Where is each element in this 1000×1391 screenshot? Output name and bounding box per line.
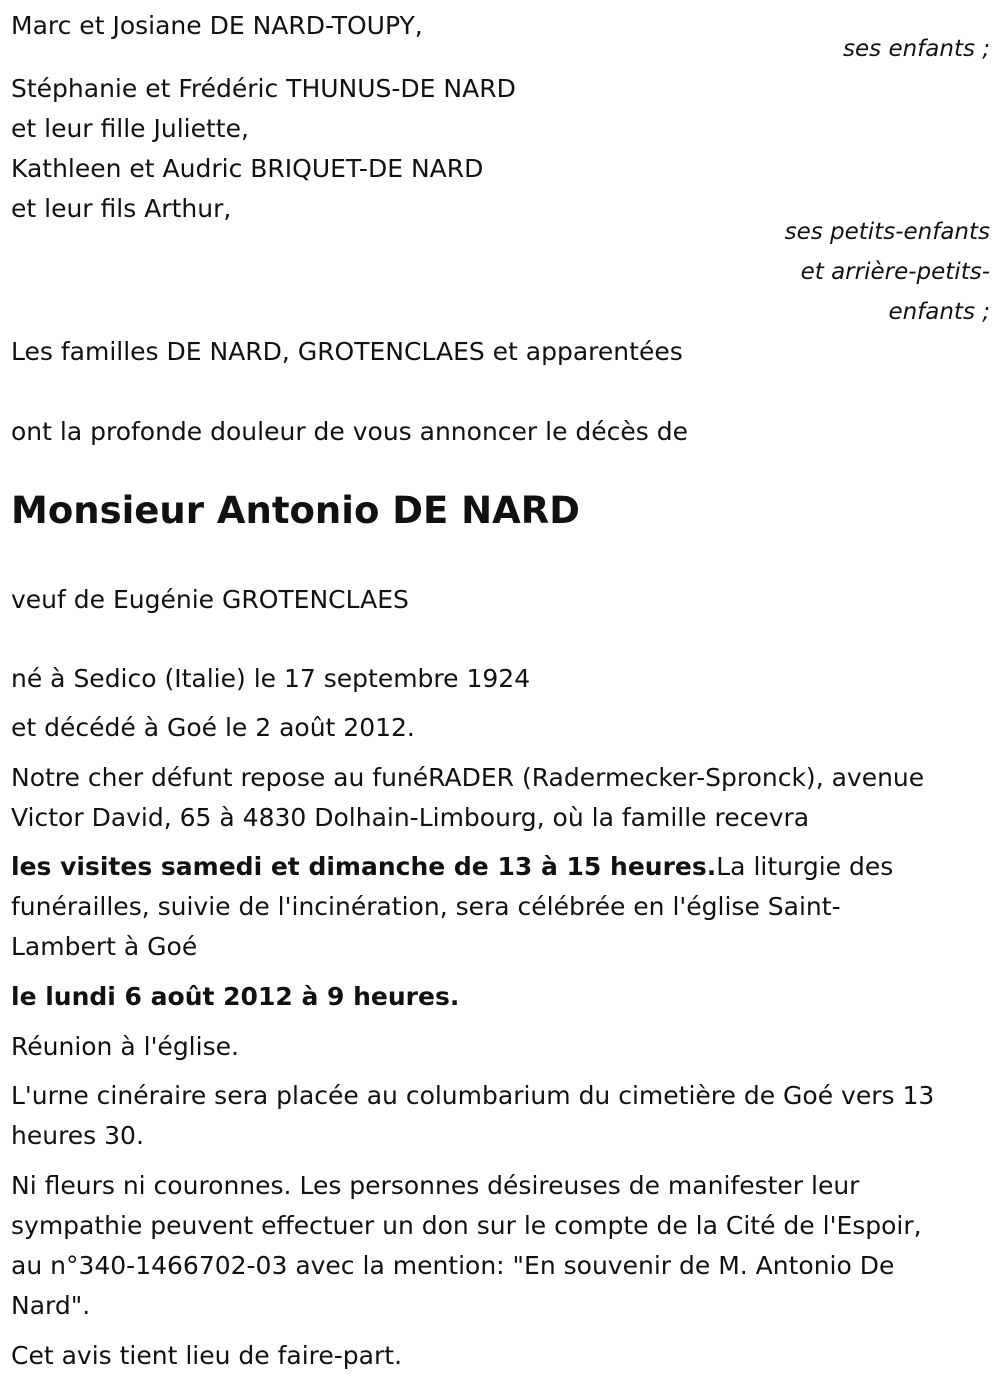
grandchildren-label-1: ses petits-enfants (784, 219, 990, 245)
grandchildren-label-2: et arrière-petits- (800, 259, 990, 285)
flowers-line-4: Nard". (11, 1291, 91, 1320)
death-line: et décédé à Goé le 2 août 2012. (11, 713, 415, 742)
visits-line (11, 847, 893, 887)
grandchild-line-3: Kathleen et Audric BRIQUET-DE NARD (11, 154, 484, 183)
flowers-line-1: Ni fleurs ni couronnes. Les personnes désireuses de manifester leur (11, 1171, 860, 1200)
widower-line: veuf de Eugénie GROTENCLAES (11, 585, 409, 614)
families-line: Les familles DE NARD, GROTENCLAES et apparentées (11, 337, 683, 366)
visits-bold: les visites samedi et dimanche de 13 à 15 heures. (11, 852, 717, 881)
grandchild-line-4: et leur fils Arthur, (11, 194, 232, 223)
meeting-line: Réunion à l'église. (11, 1032, 239, 1061)
grandchild-line-2: et leur fille Juliette, (11, 114, 249, 143)
deceased-name: Monsieur Antonio DE NARD (11, 489, 580, 532)
children-names: Marc et Josiane DE NARD-TOUPY, (11, 11, 423, 40)
children-label: ses enfants ; (843, 36, 990, 62)
closing-line: Cet avis tient lieu de faire-part. (11, 1341, 403, 1370)
urn-line-1: L'urne cinéraire sera placée au columbarium du cimetière de Goé vers 13 (11, 1081, 935, 1110)
grandchild-line-1: Stéphanie et Frédéric THUNUS-DE NARD (11, 74, 516, 103)
urn-line-2: heures 30. (11, 1121, 144, 1150)
liturgy-line-3: Lambert à Goé (11, 932, 198, 961)
flowers-line-3: au n°340-1466702-03 avec la mention: "En souvenir de M. Antonio De (11, 1251, 895, 1280)
announcement-line: ont la profonde douleur de vous annoncer le décès de (11, 417, 689, 446)
rest-place-line-2: Victor David, 65 à 4830 Dolhain-Limbourg, où la famille recevra (11, 803, 810, 832)
liturgy-start: La liturgie des (716, 852, 894, 881)
ceremony-date: le lundi 6 août 2012 à 9 heures. (11, 982, 460, 1011)
birth-line: né à Sedico (Italie) le 17 septembre 1924 (11, 664, 531, 693)
liturgy-line-2: funérailles, suivie de l'incinération, sera célébrée en l'église Saint- (11, 892, 841, 921)
rest-place-line-1: Notre cher défunt repose au funéRADER (Radermecker-Spronck), avenue (11, 763, 925, 792)
grandchildren-label-3: enfants ; (888, 299, 990, 325)
flowers-line-2: sympathie peuvent effectuer un don sur le compte de la Cité de l'Espoir, (11, 1211, 922, 1240)
